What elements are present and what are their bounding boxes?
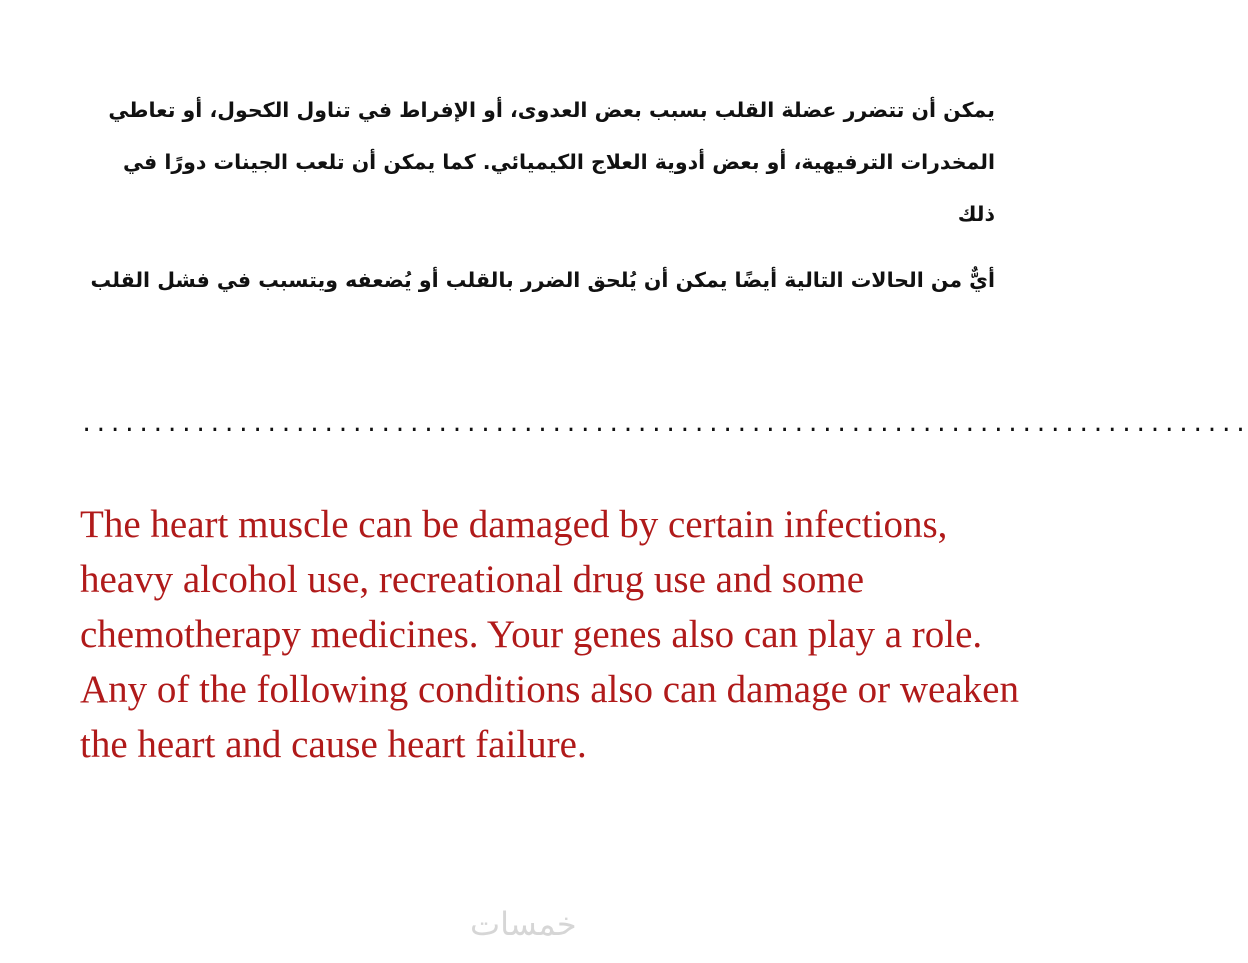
arabic-paragraph-2: أيٌّ من الحالات التالية أيضًا يمكن أن يُلحق الضرر بالقلب أو يُضعفه ويتسبب في فشل القلب [90,268,995,292]
watermark-logo: خمسات [470,905,577,943]
english-translation [80,497,1020,772]
dotted-separator: .................................................................................. [80,412,1248,437]
english-paragraph-2: Any of the following conditions also can damage or weaken the heart and cause heart failure. [80,668,1019,766]
english-paragraph-1: The heart muscle can be damaged by certain infections, heavy alcohol use, recreational drug use and some chemotherapy medicines. Your genes also can play a role. [80,503,983,656]
arabic-paragraph-1: يمكن أن تتضرر عضلة القلب بسبب بعض العدوى، أو الإفراط في تناول الكحول، أو تعاطي المخدرات الترفيهية، أو بعض أدوية العلاج الكيميائي. كما يمكن أن تلعب الجينات دورًا في ذلك [108,98,995,226]
